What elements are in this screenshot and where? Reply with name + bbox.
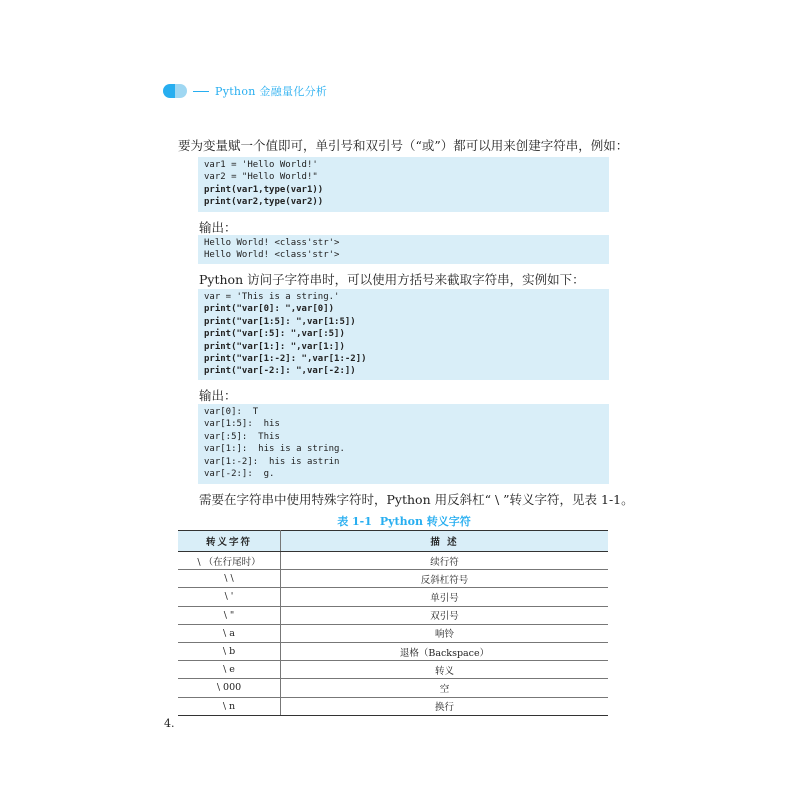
escape-intro-paragraph: 需要在字符串中使用特殊字符时，Python 用反斜杠“ \ ”转义字符，见表 1-1。 [199, 492, 634, 507]
table-row [178, 697, 608, 715]
table-row [178, 661, 608, 679]
table-caption [0, 513, 800, 529]
code-line: Hello World! <class'str'> [204, 238, 340, 248]
code-line: print("var[1:5]: ",var[1:5]) [204, 316, 356, 327]
code-line: print("var[1:]: ",var[1:]) [204, 341, 345, 352]
code-line: print("var[:5]: ",var[:5]) [204, 329, 345, 340]
output-label-1: 输出： [199, 220, 237, 235]
code-line: var[:5]: This [204, 431, 280, 442]
table-row [178, 679, 608, 697]
table-row [178, 606, 608, 624]
code-block-output-2 [198, 404, 609, 484]
code-line: print(var2,type(var2)) [204, 197, 324, 208]
escape-char-table [178, 530, 608, 716]
table-caption-number: 表 1-1 [337, 515, 372, 528]
description-cell: 续行符 [281, 552, 609, 570]
header-pill-icon [163, 84, 187, 98]
description-cell: 响铃 [281, 624, 609, 642]
code-line: var[-2:]: g. [204, 468, 275, 479]
header-title: Python 金融量化分析 [215, 85, 328, 98]
escape-char-cell: \ e [178, 661, 281, 679]
description-cell: 空 [281, 679, 609, 697]
table-row [178, 570, 608, 588]
escape-char-cell: \ （在行尾时） [178, 552, 281, 570]
header-divider [193, 91, 209, 92]
code-line: var[1:-2]: his is astrin [204, 456, 340, 467]
code-block-output-1 [198, 235, 609, 264]
code-line: print("var[-2:]: ",var[-2:]) [204, 366, 356, 377]
code-line: var2 = "Hello World!" [204, 172, 318, 183]
description-cell: 双引号 [281, 606, 609, 624]
code-line: print(var1,type(var1)) [204, 184, 324, 195]
code-line: var[0]: T [204, 407, 259, 417]
description-cell: 单引号 [281, 588, 609, 606]
description-cell: 换行 [281, 697, 609, 715]
code-block-slice [198, 289, 609, 380]
code-line: var[1:5]: his [204, 419, 280, 430]
description-cell: 反斜杠符号 [281, 570, 609, 588]
code-line: var = 'This is a string.' [204, 292, 340, 302]
running-header [163, 82, 327, 100]
escape-char-cell: \ n [178, 697, 281, 715]
code-block-assign [198, 157, 609, 212]
code-line: print("var[1:-2]: ",var[1:-2]) [204, 353, 367, 364]
table-header-desc: 描 述 [281, 531, 609, 552]
escape-char-cell: \ " [178, 606, 281, 624]
escape-char-cell: \ 000 [178, 679, 281, 697]
table-row [178, 588, 608, 606]
code-line: var[1:]: his is a string. [204, 444, 345, 455]
escape-char-cell: \ b [178, 642, 281, 660]
intro-paragraph: 要为变量赋一个值即可，单引号和双引号（“或”）都可以用来创建字符串，例如： [178, 138, 629, 153]
page-number: 4. [164, 717, 175, 730]
code-line: print("var[0]: ",var[0]) [204, 304, 335, 315]
table-header-escape: 转义字符 [178, 531, 281, 552]
escape-char-cell: \ a [178, 624, 281, 642]
escape-char-cell: \ ' [178, 588, 281, 606]
code-line: Hello World! <class'str'> [204, 250, 340, 261]
code-line: var1 = 'Hello World!' [204, 160, 318, 170]
table-header-row [178, 531, 608, 552]
escape-char-cell: \ \ [178, 570, 281, 588]
table-row [178, 552, 608, 570]
description-cell: 转义 [281, 661, 609, 679]
table-row [178, 624, 608, 642]
table-caption-title: Python 转义字符 [379, 515, 471, 528]
slice-intro-paragraph: Python 访问子字符串时，可以使用方括号来截取字符串，实例如下： [199, 272, 585, 287]
description-cell: 退格（Backspace） [281, 642, 609, 660]
table-row [178, 642, 608, 660]
output-label-2: 输出： [199, 388, 237, 403]
